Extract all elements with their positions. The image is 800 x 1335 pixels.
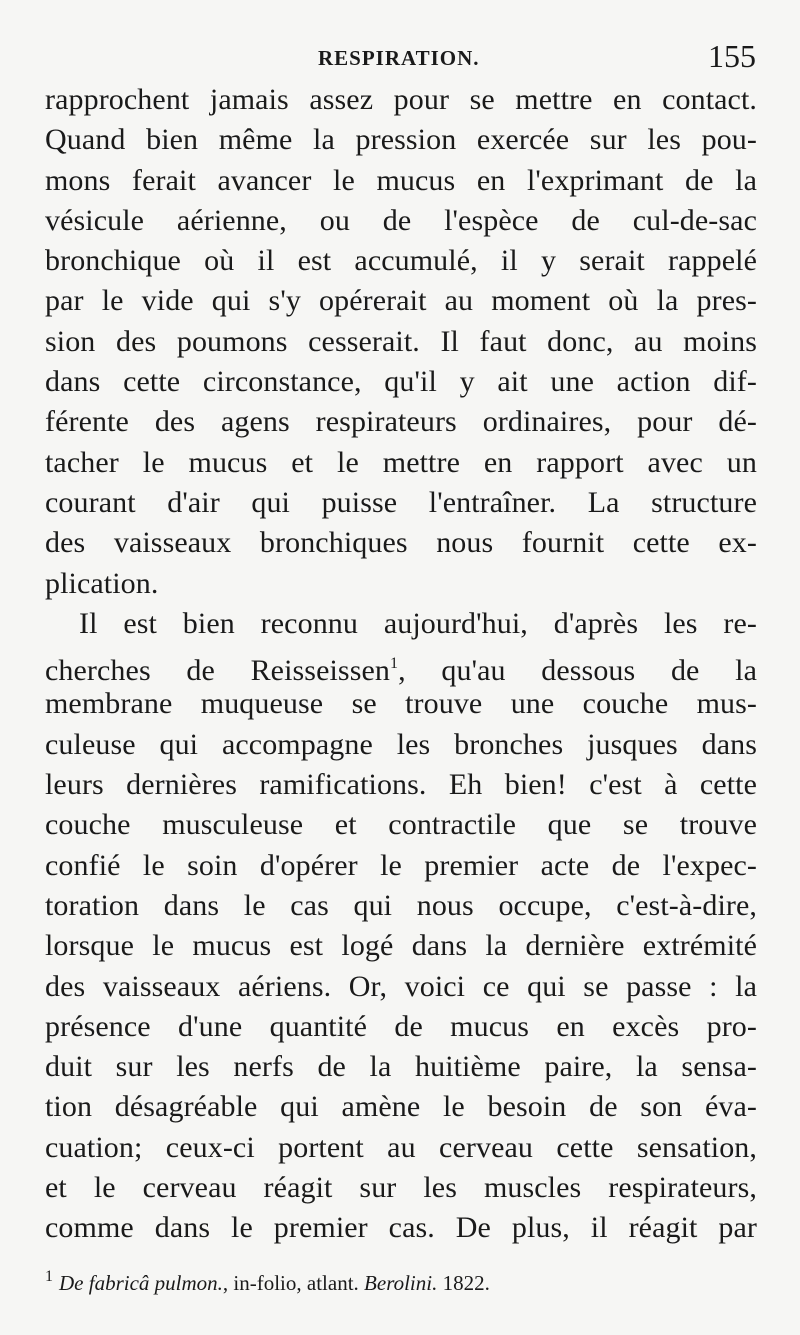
running-title: RESPIRATION. [318,46,480,70]
text-line: confié le soin d'opérer le premier acte de l'expec- [45,848,757,882]
text-line-with-footnote-ref [45,644,757,688]
text-line: comme dans le premier cas. De plus, il réagit par [45,1211,757,1245]
footnote-source-title: De fabricâ pulmon. [59,1271,223,1295]
footnote-details: , in-folio, atlant. [222,1271,359,1295]
text-line: toration dans le cas qui nous occupe, c'est-à-dire, [45,888,757,922]
text-line: cuation; ceux-ci portent au cerveau cette sensation, [45,1130,757,1164]
text-line: lorsque le mucus est logé dans la dernière extrémité [45,929,757,963]
text-line: sion des poumons cesserait. Il faut donc, au moins [45,324,757,358]
text-line: des vaisseaux bronchiques nous fournit cette ex- [45,526,757,560]
text-line: et le cerveau réagit sur les muscles respirateurs, [45,1171,757,1205]
body-text [45,80,757,1249]
text-line: Quand bien même la pression exercée sur les pou- [45,123,757,157]
text-line: bronchique où il est accumulé, il y serait rappelé [45,244,757,278]
text-line: courant d'air qui puisse l'entraîner. La structure [45,485,757,519]
text-line: culeuse qui accompagne les bronches jusques dans [45,727,757,761]
footnote-year: 1822. [442,1271,490,1295]
text-line: des vaisseaux aériens. Or, voici ce qui se passe : la [45,969,757,1003]
footnote [45,1268,757,1296]
text-line: rapprochent jamais assez pour se mettre en contact. [45,83,757,116]
text-line: leurs dernières ramifications. Eh bien! c'est à cette [45,768,757,802]
page-number: 155 [708,38,756,74]
footnote-reference: 1 [390,655,399,673]
text-line: plication. [45,566,159,600]
text-line: couche musculeuse et contractile que se trouve [45,808,757,842]
text-line: présence d'une quantité de mucus en excès pro- [45,1009,757,1043]
paragraph-start-line: Il est bien reconnu aujourd'hui, d'après les re- [79,606,757,640]
footnote-place: Berolini. [364,1271,438,1295]
text-line: mons ferait avancer le mucus en l'exprimant de la [45,163,757,197]
text-line: membrane muqueuse se trouve une couche mus- [45,687,757,721]
footnote-marker: 1 [45,1268,53,1285]
text-line: tion désagréable qui amène le besoin de son éva- [45,1090,757,1124]
text-line: tacher le mucus et le mettre en rapport avec un [45,445,757,479]
text-segment: cherches de Reisseissen [45,654,390,688]
page-header [0,38,800,78]
text-line: dans cette circonstance, qu'il y ait une action dif- [45,365,757,399]
text-line: duit sur les nerfs de la huitième paire, la sensa- [45,1050,757,1084]
text-line: vésicule aérienne, ou de l'espèce de cul-de-sac [45,203,757,237]
text-line: par le vide qui s'y opérerait au moment où la pres- [45,284,757,318]
text-segment: , qu'au dessous de la [398,654,757,688]
text-line: férente des agens respirateurs ordinaires, pour dé- [45,405,757,439]
